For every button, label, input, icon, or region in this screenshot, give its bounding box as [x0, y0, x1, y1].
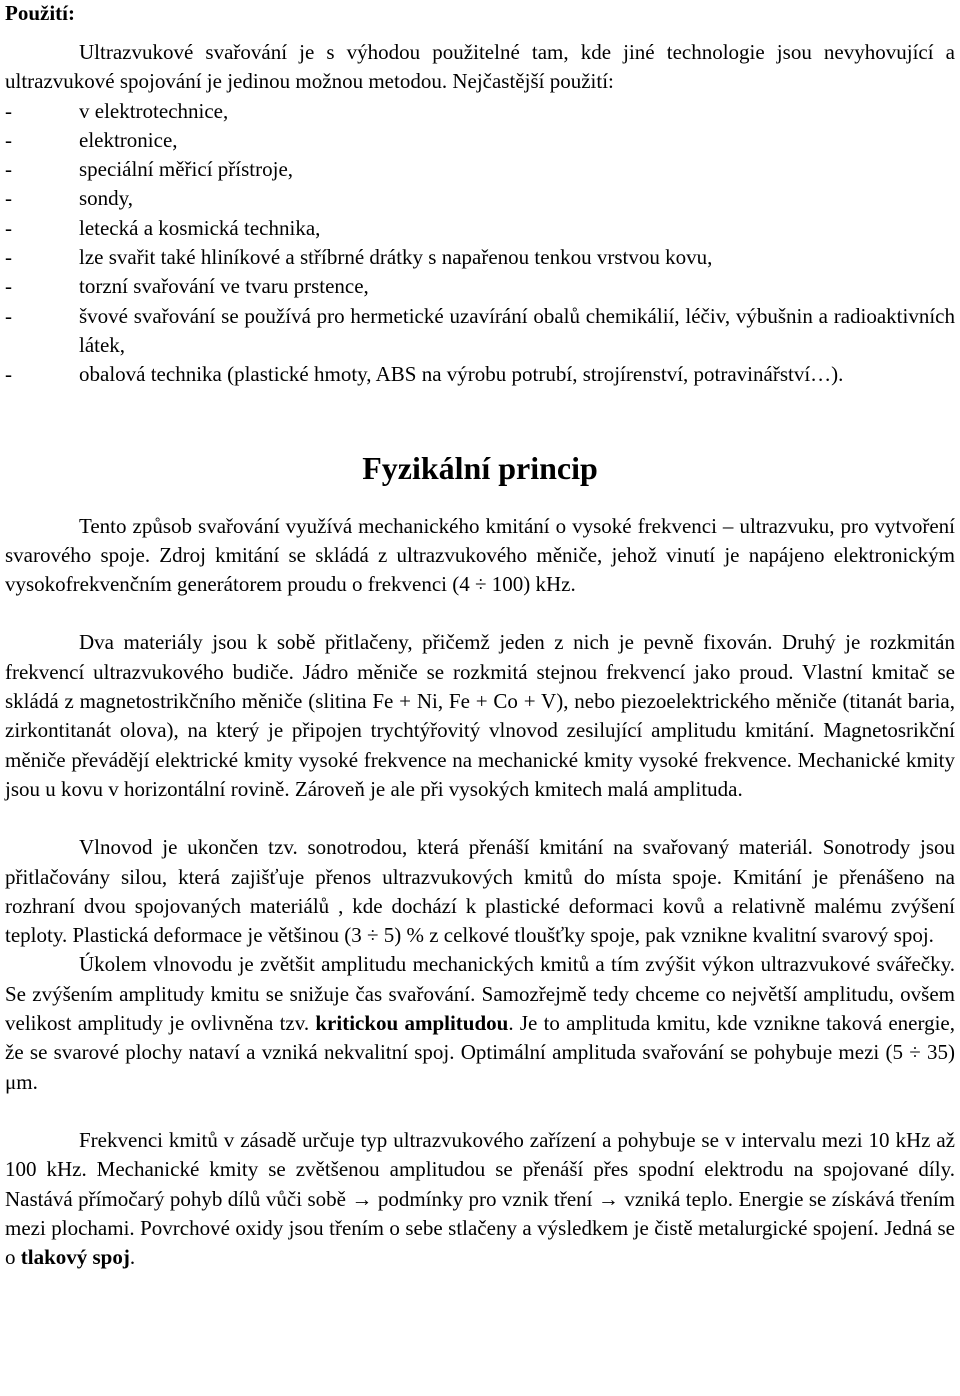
- paragraph-5: [5, 1126, 955, 1272]
- section-title: Fyzikální princip: [362, 449, 598, 486]
- list-item-text: letecká a kosmická technika,: [79, 215, 321, 240]
- paragraph-5-text-b: .: [129, 1245, 136, 1270]
- paragraph-4-text-b: . Je to amplituda kmitu, kde vznikne taková energie, že se svarové plochy nataví a vzniká nekvalitní spoj. Optimální amplituda svařování se pohybuje mezi (5 ÷ 35) μm.: [5, 1011, 956, 1094]
- list-item-text: sondy,: [79, 186, 134, 211]
- list-dash: -: [5, 157, 12, 182]
- list-item: [5, 184, 955, 213]
- list-item-text: elektronice,: [79, 127, 178, 152]
- list-item: [5, 126, 955, 155]
- list-dash: -: [5, 127, 12, 152]
- list-dash: -: [5, 245, 12, 270]
- paragraph-2: Dva materiály jsou k sobě přitlačeny, přičemž jeden z nich je pevně fixován. Druhý je rozkmitán frekvencí ultrazvukového budiče. Jádro měniče se rozkmitá stejnou frekvencí jako proud. Vlastní kmitač se skládá z magnetostrikčního měniče (slitina Fe + Ni, Fe + Co + V), nebo piezoelektrického měniče (titanát baria, zirkontitanát olova), na který je připojen trychtýřovitý vlnovod zesilující amplitudu kmitání. Magnetosrikční měniče převádějí elektrické kmity vysoké frekvence na mechanické kmity vysoké frekvence. Mechanické kmity jsou u kovu v horizontální rovině. Zároveň je ale při vysokých kmitech malá amplituda.: [5, 630, 955, 801]
- paragraph-1: Tento způsob svařování využívá mechanického kmitání o vysoké frekvenci – ultrazvuku, pro vytvoření svarového spoje. Zdroj kmitání se skládá z ultrazvukového měniče, jehož vinutí je napájeno elektronickým vysokofrekvenčním generátorem proudu o frekvenci (4 ÷ 100) kHz.: [5, 513, 955, 597]
- list-item-text: speciální měřicí přístroje,: [79, 157, 294, 182]
- list-item: [5, 155, 955, 184]
- list-item: [5, 360, 955, 389]
- usage-list: [5, 97, 955, 390]
- list-item: [5, 97, 955, 126]
- list-item: [5, 302, 955, 361]
- list-item-text: v elektrotechnice,: [79, 98, 229, 123]
- list-dash: -: [5, 186, 12, 211]
- list-dash: -: [5, 98, 12, 123]
- paragraph-4-text-a: Úkolem vlnovodu je zvětšit amplitudu mechanických kmitů a tím zvýšit výkon ultrazvukové svářečky. Se zvýšením amplitudy kmitu se snižuje čas svařování. Samozřejmě tedy chceme co největší amplitudu, ovšem velikost amplitudy je ovlivněna tzv.: [5, 952, 955, 1036]
- list-item-text: švové svařování se používá pro hermetické uzavírání obalů chemikálií, léčiv, výbušnin a radioaktivních látek,: [79, 303, 955, 357]
- list-item-text: torzní svařování ve tvaru prstence,: [79, 274, 369, 299]
- list-dash: -: [5, 215, 12, 240]
- paragraph-5-bold: tlakový spoj: [20, 1245, 130, 1270]
- document-page: [5, 0, 955, 1272]
- list-item: [5, 214, 955, 243]
- list-item: [5, 272, 955, 301]
- list-item-text: obalová technika (plastické hmoty, ABS na výrobu potrubí, strojírenství, potravinářství…).: [79, 362, 844, 387]
- paragraph-4: [5, 950, 955, 1096]
- usage-intro: Ultrazvukové svařování je s výhodou použitelné tam, kde jiné technologie jsou nevyhovující a ultrazvukové spojování je jedinou možnou metodou. Nejčastější použití:: [5, 40, 955, 94]
- list-item: [5, 243, 955, 272]
- paragraph-5-text-a: Frekvenci kmitů v zásadě určuje typ ultrazvukového zařízení a pohybuje se v intervalu mezi 10 kHz až 100 kHz. Mechanické kmity se zvětšenou amplitudou se přenáší přes spodní elektrodu na spojované díly. Nastává přímočarý pohyb dílů vůči sobě → podmínky pro vznik tření → vzniká teplo. Energie se získává třením mezi plochami. Povrchové oxidy jsou třením o sebe stlačeny a výsledkem je čistě metalurgické spojení. Jedná se o: [5, 1127, 955, 1270]
- list-dash: -: [5, 362, 12, 387]
- usage-heading: Použití:: [5, 1, 75, 25]
- paragraph-3: Vlnovod je ukončen tzv. sonotrodou, která přenáší kmitání na svařovaný materiál. Sonotrody jsou přitlačovány silou, která zajišťuje přenos ultrazvukových kmitů do místa spoje. Kmitání je přenášeno na rozhraní dvou spojovaných materiálů , kde dochází k plastické deformaci kovů a relativně malému zvýšení teploty. Plastická deformace je většinou (3 ÷ 5) % z celkové tloušťky spoje, pak vznikne kvalitní svarový spoj.: [5, 835, 955, 948]
- paragraph-4-bold: kritickou amplitudou: [315, 1011, 509, 1036]
- list-item-text: lze svařit také hliníkové a stříbrné drátky s napařenou tenkou vrstvou kovu,: [79, 245, 713, 270]
- list-dash: -: [5, 303, 12, 328]
- list-dash: -: [5, 274, 12, 299]
